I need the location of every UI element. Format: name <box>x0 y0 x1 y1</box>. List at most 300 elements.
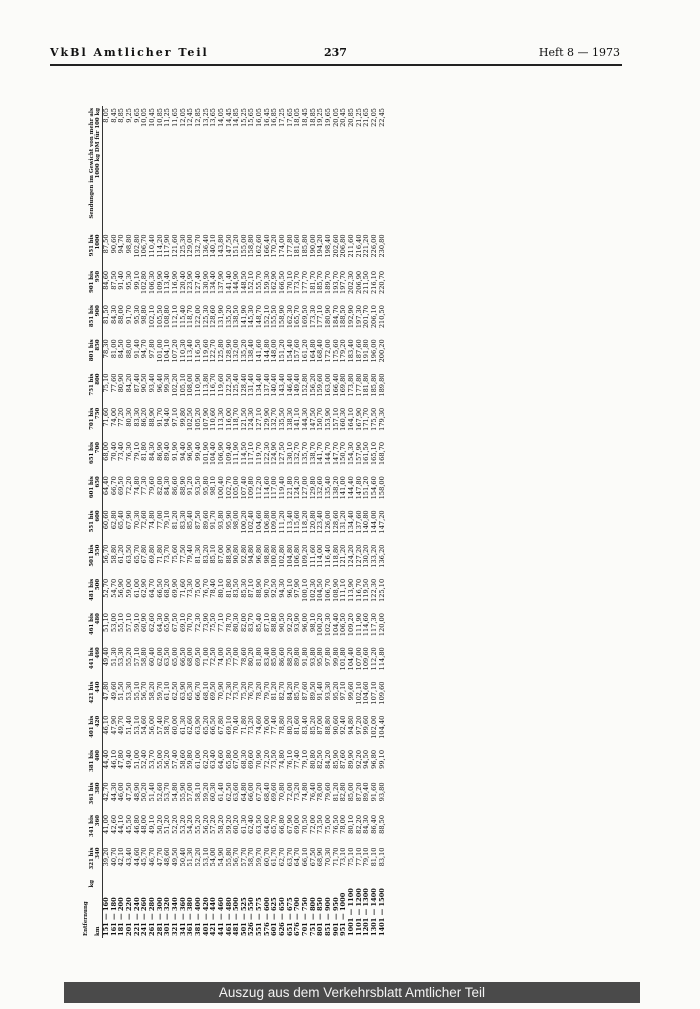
rate-cell: 85,20 <box>308 715 317 735</box>
rate-cell: 138,50 <box>232 305 241 329</box>
rate-cell: 130,10 <box>285 441 294 466</box>
rate-cell: 201,70 <box>362 305 371 329</box>
rate-cell: 14,45 <box>224 108 233 127</box>
rate-cell: 86,60 <box>170 476 179 496</box>
rate-cell: 89,80 <box>293 647 302 667</box>
rate-cell: 141,40 <box>224 270 233 294</box>
rate-cell: 173,30 <box>308 305 317 329</box>
rate-cell: 49,60 <box>109 681 118 701</box>
rate-cell: 55,80 <box>224 847 233 867</box>
rate-cell: 87,50 <box>193 510 202 530</box>
rate-cell: 79,10 <box>132 441 141 461</box>
rate-cell: 183,40 <box>347 339 355 363</box>
rate-cell: 70,40 <box>232 715 241 735</box>
corner-bottom: km <box>95 926 101 936</box>
rate-cell: 130,20 <box>362 544 371 568</box>
rate-cell: 56,90 <box>117 578 126 598</box>
rate-cell: 51,30 <box>109 647 118 667</box>
rate-cell: 44,30 <box>109 782 118 802</box>
rate-cell: 161,50 <box>362 441 371 466</box>
rate-cell: 177,10 <box>316 305 325 329</box>
rate-cell: 10,45 <box>147 108 156 127</box>
rate-cell: 78,60 <box>239 647 248 667</box>
rate-cell: 61,00 <box>193 749 202 769</box>
rate-cell: 145,30 <box>247 305 256 329</box>
rate-cell: 84,20 <box>285 681 294 701</box>
rate-cell: 125,80 <box>216 339 225 363</box>
rate-cell: 147,50 <box>308 407 317 431</box>
distance-cell: 401 — 420 <box>201 897 210 936</box>
rate-cell: 84,30 <box>163 476 172 496</box>
rate-cell: 110,90 <box>193 373 202 397</box>
rate-cell: 140,40 <box>270 373 279 397</box>
rate-cell: 202,60 <box>331 234 340 258</box>
rate-cell: 98,80 <box>140 305 149 324</box>
rate-cell: 141,70 <box>316 441 325 466</box>
rate-cell: 157,60 <box>293 339 302 363</box>
rate-cell: 70,30 <box>132 510 141 530</box>
rate-cell: 166,50 <box>278 270 287 294</box>
rate-cell: 113,30 <box>216 407 225 431</box>
rate-cell: 65,40 <box>117 510 126 530</box>
rate-cell: 221,20 <box>362 234 371 258</box>
rate-cell: 206,10 <box>369 305 378 329</box>
rate-cell: 10,85 <box>155 108 164 127</box>
rate-cell: 88,90 <box>224 544 233 564</box>
rate-cell: 20,05 <box>331 108 340 127</box>
distance-cell: 551 — 575 <box>255 897 264 936</box>
rate-cell: 181,60 <box>293 234 302 258</box>
rate-cell: 95,80 <box>316 647 325 667</box>
rate-cell: 66,80 <box>278 814 287 834</box>
distance-cell: 801 — 850 <box>316 897 325 936</box>
rate-cell: 58,10 <box>193 782 202 802</box>
rate-cell: 73,70 <box>232 681 241 701</box>
rate-cell: 69,60 <box>247 749 256 769</box>
rate-cell: 73,10 <box>339 847 348 867</box>
rate-cell: 65,70 <box>132 544 141 564</box>
rate-cell: 12,45 <box>186 108 195 127</box>
rate-cell: 16,85 <box>270 108 279 127</box>
rate-cell: 49,70 <box>117 715 126 735</box>
rate-cell: 79,60 <box>147 476 156 496</box>
rate-cell: 76,00 <box>262 715 271 735</box>
rate-cell: 82,00 <box>239 613 248 632</box>
rate-cell: 20,85 <box>347 108 355 127</box>
rate-cell: 48,90 <box>132 782 141 802</box>
rate-cell: 89,50 <box>308 681 317 701</box>
column-header: 461 bis 480 <box>82 611 103 645</box>
rate-cell: 71,80 <box>239 715 248 735</box>
rate-cell: 102,50 <box>186 407 195 431</box>
rate-cell: 46,70 <box>147 847 156 867</box>
distance-cell: 501 — 525 <box>239 897 248 936</box>
rate-cell: 71,60 <box>102 407 110 427</box>
rate-cell: 116,50 <box>193 339 202 363</box>
rate-cell: 88,50 <box>377 814 386 834</box>
rate-cell: 226,00 <box>369 234 378 258</box>
rate-cell: 51,40 <box>124 715 133 735</box>
rate-cell: 71,80 <box>155 544 164 564</box>
rate-cell: 121,80 <box>285 476 294 500</box>
rate-cell: 65,90 <box>163 613 172 632</box>
rate-cell: 185,70 <box>316 270 325 294</box>
rate-cell: 150,70 <box>316 407 325 431</box>
rate-cell: 72,30 <box>224 681 233 701</box>
rate-cell: 132,70 <box>293 441 302 466</box>
rate-cell: 86,90 <box>155 441 164 461</box>
rate-cell: 74,60 <box>255 715 264 735</box>
rate-cell: 59,80 <box>186 749 195 769</box>
rate-cell: 12,05 <box>178 108 187 127</box>
rate-cell: 91,40 <box>132 339 141 359</box>
rate-cell: 56,00 <box>147 715 156 735</box>
rate-cell: 16,05 <box>255 108 264 127</box>
rate-cell: 59,70 <box>155 681 164 701</box>
rate-cell: 77,40 <box>270 715 279 735</box>
rate-cell: 87,00 <box>316 715 325 735</box>
rate-cell: 202,30 <box>347 270 355 294</box>
rate-cell: 69,10 <box>224 715 233 735</box>
rate-cell: 137,60 <box>354 510 363 534</box>
rate-cell: 53,70 <box>163 782 172 802</box>
rate-cell: 91,90 <box>170 441 179 461</box>
column-header: 901 bis 950 <box>82 269 103 303</box>
rate-cell: 144,30 <box>301 407 310 431</box>
rate-cell: 57,20 <box>209 814 218 834</box>
rate-cell: 62,50 <box>224 782 233 802</box>
rate-cell: 117,10 <box>247 441 256 466</box>
rate-cell: 87,60 <box>339 749 348 769</box>
column-header: 421 bis 440 <box>82 680 103 714</box>
rate-cell: 107,00 <box>354 647 363 671</box>
corner-header <box>82 878 103 938</box>
rate-cell: 99,10 <box>377 749 386 769</box>
rate-cell: 216,10 <box>369 270 378 294</box>
rate-cell: 72,20 <box>262 749 271 769</box>
rate-cell: 62,80 <box>109 510 118 530</box>
rate-cell: 210,50 <box>377 305 386 329</box>
rate-cell: 44,60 <box>132 847 141 867</box>
rate-cell: 12,85 <box>193 108 202 127</box>
rate-cell: 63,60 <box>232 782 241 802</box>
rate-cell: 18,85 <box>308 108 317 127</box>
rate-cell: 124,20 <box>347 544 355 568</box>
rate-cell: 21,65 <box>362 108 371 127</box>
rate-cell: 102,20 <box>170 373 179 397</box>
rate-cell: 71,00 <box>201 647 210 667</box>
rate-cell: 118,70 <box>232 407 241 431</box>
rate-cell: 112,10 <box>170 305 179 329</box>
rate-cell: 130,90 <box>201 270 210 294</box>
rate-cell: 79,10 <box>362 847 371 867</box>
rate-cell: 62,90 <box>140 578 149 598</box>
rate-cell: 65,20 <box>201 715 210 735</box>
rate-cell: 72,00 <box>308 814 317 834</box>
rate-cell: 93,40 <box>147 373 156 393</box>
rate-cell: 90,60 <box>109 234 118 254</box>
rate-cell: 157,90 <box>354 441 363 466</box>
rate-cell: 68,20 <box>163 578 172 598</box>
rate-cell: 140,80 <box>362 510 371 534</box>
rate-cell: 220,70 <box>377 270 386 294</box>
rate-cell: 77,10 <box>216 613 225 632</box>
rate-cell: 56,70 <box>232 847 241 867</box>
rate-cell: 177,80 <box>354 373 363 397</box>
rate-cell: 53,70 <box>147 749 156 769</box>
rate-cell: 104,50 <box>316 578 325 602</box>
rate-cell: 128,60 <box>331 510 340 534</box>
rate-cell: 117,00 <box>270 476 279 500</box>
rate-cell: 63,40 <box>209 749 218 769</box>
rate-cell: 102,10 <box>147 305 156 329</box>
rate-cell: 122,50 <box>224 373 233 397</box>
rate-cell: 144,80 <box>262 339 271 363</box>
footer-banner: Auszug aus dem Verkehrsblatt Amtlicher Teil <box>64 982 640 1003</box>
rate-cell: 102,80 <box>278 544 287 568</box>
rate-cell: 52,20 <box>170 814 179 834</box>
rate-cell: 106,50 <box>339 613 348 637</box>
rate-cell: 160,30 <box>339 407 348 431</box>
rate-cell: 120,80 <box>308 510 317 534</box>
distance-cell: 1101 — 1200 <box>354 888 363 936</box>
rate-cell: 87,00 <box>216 544 225 564</box>
rate-cell: 89,40 <box>362 782 371 802</box>
rate-cell: 42,70 <box>102 782 110 802</box>
rate-cell: 22,45 <box>377 108 386 127</box>
rate-cell: 14,05 <box>216 108 225 127</box>
rate-cell: 62,20 <box>201 749 210 769</box>
rate-cell: 97,80 <box>324 647 333 667</box>
rate-cell: 61,40 <box>216 782 225 802</box>
rate-cell: 74,80 <box>147 510 156 530</box>
rate-cell: 75,50 <box>224 647 233 667</box>
rate-cell: 56,20 <box>163 749 172 769</box>
rate-cell: 72,50 <box>209 647 218 667</box>
rate-cell: 78,20 <box>255 681 264 701</box>
rate-cell: 106,80 <box>262 510 271 534</box>
rate-cell: 50,20 <box>140 782 149 802</box>
rate-cell: 132,60 <box>316 476 325 500</box>
rate-cell: 58,60 <box>178 749 187 769</box>
rate-cell: 159,30 <box>262 270 271 294</box>
rate-cell: 115,40 <box>178 305 187 329</box>
rate-cell: 75,10 <box>102 373 110 393</box>
rate-cell: 141,90 <box>239 305 248 329</box>
rate-cell: 93,90 <box>293 613 302 632</box>
rate-cell: 69,80 <box>147 544 156 564</box>
rate-cell: 91,80 <box>301 647 310 667</box>
rate-cell: 17,65 <box>285 108 294 127</box>
rate-cell: 141,00 <box>339 476 348 500</box>
rate-cell: 138,20 <box>331 476 340 500</box>
rate-cell: 97,20 <box>354 715 363 735</box>
rate-cell: 106,70 <box>140 234 149 258</box>
rate-cell: 177,70 <box>301 270 310 294</box>
rotated-table <box>82 106 602 938</box>
rate-cell: 154,30 <box>347 441 355 466</box>
rate-cell: 54,00 <box>209 847 218 867</box>
rate-cell: 158,90 <box>278 305 287 329</box>
rate-cell: 127,00 <box>301 476 310 500</box>
rate-cell: 102,70 <box>224 476 233 500</box>
rate-cell: 15,25 <box>239 108 248 127</box>
rate-cell: 161,20 <box>301 339 310 363</box>
rate-cell: 117,90 <box>163 234 172 258</box>
rate-cell: 85,00 <box>270 647 279 667</box>
distance-cell: 626 — 650 <box>278 897 287 936</box>
rate-cell: 9,25 <box>124 108 133 123</box>
rate-cell: 74,80 <box>278 749 287 769</box>
distance-cell: 281 — 300 <box>155 897 164 936</box>
rate-cell: 147,20 <box>377 510 386 534</box>
rate-cell: 77,10 <box>354 847 363 867</box>
rate-cell: 68,10 <box>201 681 210 701</box>
rate-cell: 70,30 <box>324 847 333 867</box>
rate-cell: 64,40 <box>102 476 110 496</box>
rate-cell: 102,30 <box>324 613 333 637</box>
rate-cell: 58,70 <box>163 715 172 735</box>
rate-cell: 72,60 <box>140 510 149 530</box>
rate-cell: 56,20 <box>201 814 210 834</box>
rate-cell: 99,40 <box>193 441 202 461</box>
rate-cell: 152,10 <box>262 305 271 329</box>
rate-cell: 43,40 <box>124 847 133 867</box>
rate-cell: 164,80 <box>308 339 317 363</box>
rate-cell: 53,10 <box>201 847 210 867</box>
rate-cell: 42,10 <box>117 847 126 867</box>
rate-cell: 180,90 <box>324 305 333 329</box>
distance-cell: 361 — 380 <box>186 897 195 936</box>
rate-cell: 125,40 <box>232 373 241 397</box>
rate-cell: 105,00 <box>232 476 241 500</box>
rate-cell: 74,00 <box>109 407 118 427</box>
rate-cell: 93,80 <box>377 782 386 802</box>
rate-cell: 79,40 <box>186 544 195 564</box>
rate-cell: 119,60 <box>216 373 225 397</box>
rate-cell: 96,90 <box>186 441 195 461</box>
rate-cell: 88,20 <box>285 647 294 667</box>
rate-cell: 75,10 <box>347 847 355 867</box>
rate-cell: 94,80 <box>247 544 256 564</box>
page-number: 237 <box>324 46 347 59</box>
rate-cell: 91,70 <box>209 510 218 530</box>
rate-cell: 108,00 <box>186 373 195 397</box>
rate-cell: 51,30 <box>186 847 195 867</box>
rate-cell: 216,40 <box>354 234 363 258</box>
rate-cell: 189,80 <box>377 373 386 397</box>
rate-cell: 75,60 <box>170 544 179 564</box>
rate-cell: 46,80 <box>132 814 141 834</box>
rate-cell: 75,00 <box>324 814 333 834</box>
rate-cell: 65,00 <box>170 647 179 667</box>
rate-cell: 53,10 <box>132 715 141 735</box>
column-header: 321 bis 340 <box>82 845 103 878</box>
rate-cell: 129,00 <box>186 234 195 258</box>
rate-cell: 97,80 <box>147 339 156 359</box>
rate-cell: 89,60 <box>201 510 210 530</box>
rate-cell: 64,60 <box>216 749 225 769</box>
rate-cell: 110,40 <box>147 234 156 258</box>
rate-cell: 166,40 <box>262 234 271 258</box>
rate-cell: 99,30 <box>163 373 172 393</box>
rate-cell: 73,90 <box>201 613 210 632</box>
rate-cell: 73,40 <box>117 441 126 461</box>
rate-cell: 97,10 <box>339 681 348 701</box>
rate-cell: 15,65 <box>247 108 256 127</box>
rate-cell: 81,30 <box>193 544 202 564</box>
rate-cell: 61,30 <box>239 814 248 834</box>
rate-cell: 91,20 <box>186 476 195 496</box>
rate-cell: 111,10 <box>339 578 348 602</box>
rate-cell: 106,80 <box>293 544 302 568</box>
rate-cell: 102,00 <box>369 715 378 739</box>
rate-cell: 13,25 <box>201 108 210 127</box>
rate-cell: 11,25 <box>163 108 172 127</box>
rate-cell: 122,30 <box>262 441 271 466</box>
rate-cell: 99,10 <box>132 270 141 290</box>
rate-cell: 67,50 <box>170 613 179 632</box>
rate-cell: 85,90 <box>331 749 340 769</box>
rate-cell: 109,20 <box>347 613 355 637</box>
rate-cell: 76,40 <box>308 782 317 802</box>
rate-cell: 50,40 <box>178 847 187 867</box>
rate-cell: 73,20 <box>293 782 302 802</box>
rate-cell: 158,00 <box>377 476 386 500</box>
rate-cell: 64,30 <box>155 613 164 632</box>
rate-cell: 111,90 <box>354 613 363 637</box>
rate-cell: 127,10 <box>255 407 264 431</box>
rate-cell: 96,40 <box>155 373 164 393</box>
rate-cell: 107,20 <box>170 339 179 363</box>
rate-cell: 113,90 <box>347 578 355 602</box>
rate-cell: 121,60 <box>170 234 179 258</box>
rate-cell: 155,70 <box>255 270 264 294</box>
rate-cell: 14,85 <box>232 108 241 127</box>
rate-cell: 86,20 <box>140 407 149 427</box>
rate-cell: 104,10 <box>163 339 172 363</box>
rate-cell: 68,40 <box>262 782 271 802</box>
rate-cell: 113,40 <box>285 510 294 534</box>
rate-cell: 46,10 <box>102 715 110 735</box>
distance-cell: 1401 — 1500 <box>377 888 386 936</box>
rate-cell: 68,00 <box>186 647 195 667</box>
rate-cell: 75,20 <box>239 681 248 701</box>
rate-cell: 76,70 <box>247 681 256 701</box>
distance-cell: 421 — 440 <box>209 897 218 936</box>
rate-cell: 95,30 <box>132 305 141 324</box>
rate-cell: 53,30 <box>124 681 133 701</box>
rate-cell: 91,40 <box>316 681 325 701</box>
rate-cell: 53,20 <box>178 814 187 834</box>
column-header: 851 bis 900 <box>82 303 103 337</box>
rate-cell: 111,20 <box>278 510 287 534</box>
distance-cell: 481 — 500 <box>232 897 241 936</box>
rate-cell: 70,90 <box>216 681 225 701</box>
rate-cell: 90,80 <box>232 544 241 564</box>
rate-cell: 93,30 <box>324 681 333 701</box>
rate-cell: 64,60 <box>262 814 271 834</box>
rate-cell: 134,40 <box>209 270 218 294</box>
rate-cell: 55,90 <box>178 782 187 802</box>
rate-cell: 8,05 <box>102 108 110 123</box>
rate-cell: 102,10 <box>354 681 363 705</box>
rate-cell: 63,50 <box>163 647 172 667</box>
rate-cell: 71,60 <box>178 578 187 598</box>
rate-cell: 10,05 <box>140 108 149 127</box>
rate-cell: 173,70 <box>293 270 302 294</box>
rate-cell: 69,50 <box>117 476 126 496</box>
